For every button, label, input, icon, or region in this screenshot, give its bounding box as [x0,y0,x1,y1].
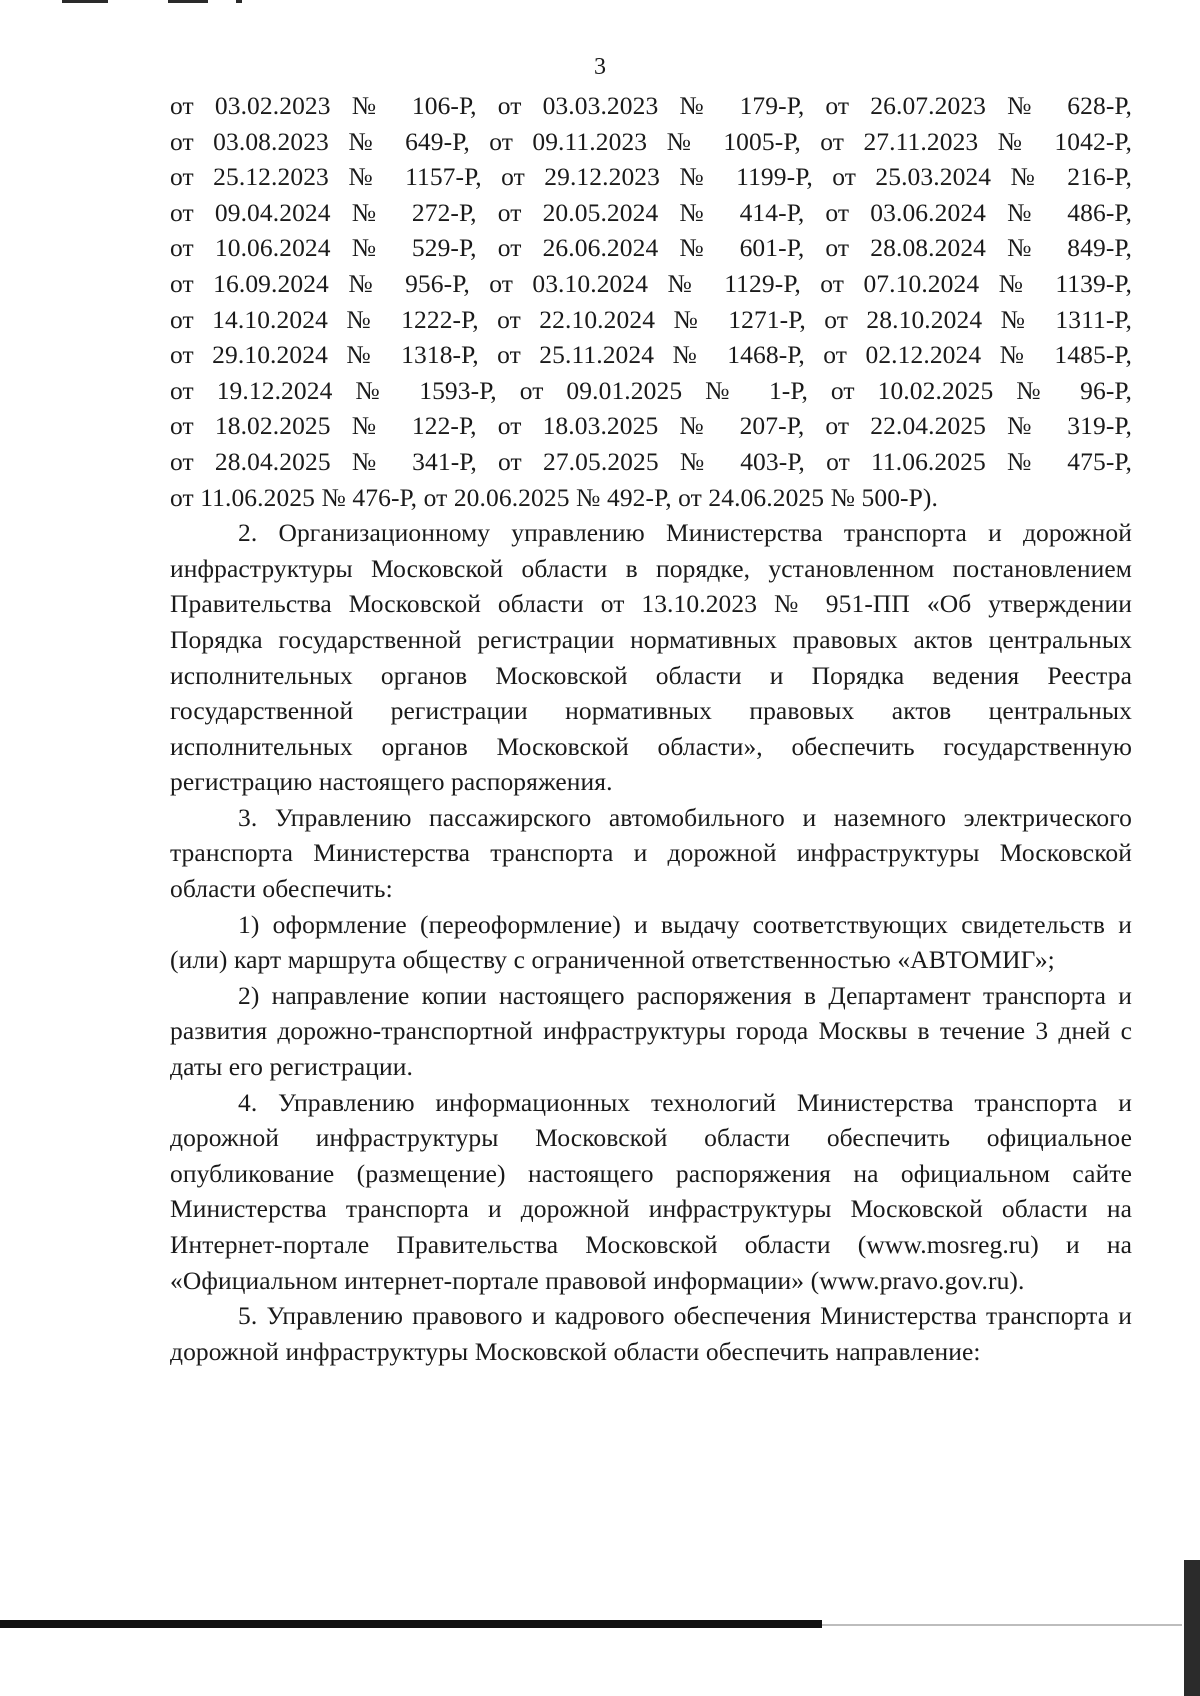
scan-artifact-right-edge [1184,1560,1200,1696]
amendment-list-line: от 03.08.2023 № 649-Р, от 09.11.2023 № 1005-Р, от 27.11.2023 № 1042-Р, [170,126,1132,156]
paragraph-3-item-1: 1) оформление (переоформление) и выдачу соответствующих свидетельств и (или) карт маршрута обществу с ограниченной ответственностью «АВТОМИГ»; [170,909,1132,975]
paragraph-3: 3. Управлению пассажирского автомобильного и наземного электрического транспорта Министерства транспорта и дорожной инфраструктуры Московской области обеспечить: [170,802,1132,904]
scan-artifact-top [236,0,242,3]
amendment-list-line: от 25.12.2023 № 1157-Р, от 29.12.2023 № 1199-Р, от 25.03.2024 № 216-Р, [170,162,1132,192]
scan-artifact-top [168,0,208,3]
scan-artifact-top [62,0,108,3]
paragraph-3-item-2: 2) направление копии настоящего распоряжения в Департамент транспорта и развития дорожно-транспортной инфраструктуры города Москвы в течение 3 дней с даты его регистрации. [170,980,1132,1082]
amendment-list-line: от 16.09.2024 № 956-Р, от 03.10.2024 № 1129-Р, от 07.10.2024 № 1139-Р, [170,268,1132,298]
amendment-list-line: от 29.10.2024 № 1318-Р, от 25.11.2024 № 1468-Р, от 02.12.2024 № 1485-Р, [170,340,1132,370]
amendment-list-line: от 19.12.2024 № 1593-Р, от 09.01.2025 № 1-Р, от 10.02.2025 № 96-Р, [170,375,1132,405]
amendment-list-line: от 28.04.2025 № 341-Р, от 27.05.2025 № 403-Р, от 11.06.2025 № 475-Р, [170,446,1132,476]
page-number: 3 [594,54,606,80]
amendment-list-line: от 09.04.2024 № 272-Р, от 20.05.2024 № 414-Р, от 03.06.2024 № 486-Р, [170,197,1132,227]
paragraph-5: 5. Управлению правового и кадрового обеспечения Министерства транспорта и дорожной инфраструктуры Московской области обеспечить направление: [170,1301,1132,1366]
amendment-list-last-line: от 11.06.2025 № 476-Р, от 20.06.2025 № 492-Р, от 24.06.2025 № 500-Р). [170,482,939,512]
amendment-list-line: от 14.10.2024 № 1222-Р, от 22.10.2024 № 1271-Р, от 28.10.2024 № 1311-Р, [170,304,1132,334]
amendment-list-line: от 10.06.2024 № 529-Р, от 26.06.2024 № 601-Р, от 28.08.2024 № 849-Р, [170,233,1132,263]
scan-artifact-bottom-bar [0,1620,822,1628]
amendment-list-line: от 03.02.2023 № 106-Р, от 03.03.2023 № 179-Р, от 26.07.2023 № 628-Р, [170,91,1132,120]
amendment-list-line: от 18.02.2025 № 122-Р, от 18.03.2025 № 207-Р, от 22.04.2025 № 319-Р, [170,411,1132,441]
scan-artifact-bottom-line [822,1624,1182,1626]
amendment-list [170,88,1132,515]
paragraph-4: 4. Управлению информационных технологий Министерства транспорта и дорожной инфраструктуры Московской области обеспечить официальное опубликование (размещение) настоящего распоряжения на официальном сайте Министерства транспорта и дорожной инфраструктуры Московской области на Интернет-портале Правительства Московской области (www.mosreg.ru) и на «Официальном интернет-портале правовой информации» (www.pravo.gov.ru). [170,1087,1132,1295]
paragraph-2: 2. Организационному управлению Министерства транспорта и дорожной инфраструктуры Московской области в порядке, установленном постановлением Правительства Московской области от 13.10.2023 № 951-ПП «Об утверждении Порядка государственной регистрации нормативных правовых актов центральных исполнительных органов Московской области и Порядка ведения Реестра государственной регистрации нормативных правовых актов центральных исполнительных органов Московской области», обеспечить государственную регистрацию настоящего распоряжения. [170,518,1132,797]
document-body [170,88,1132,1369]
